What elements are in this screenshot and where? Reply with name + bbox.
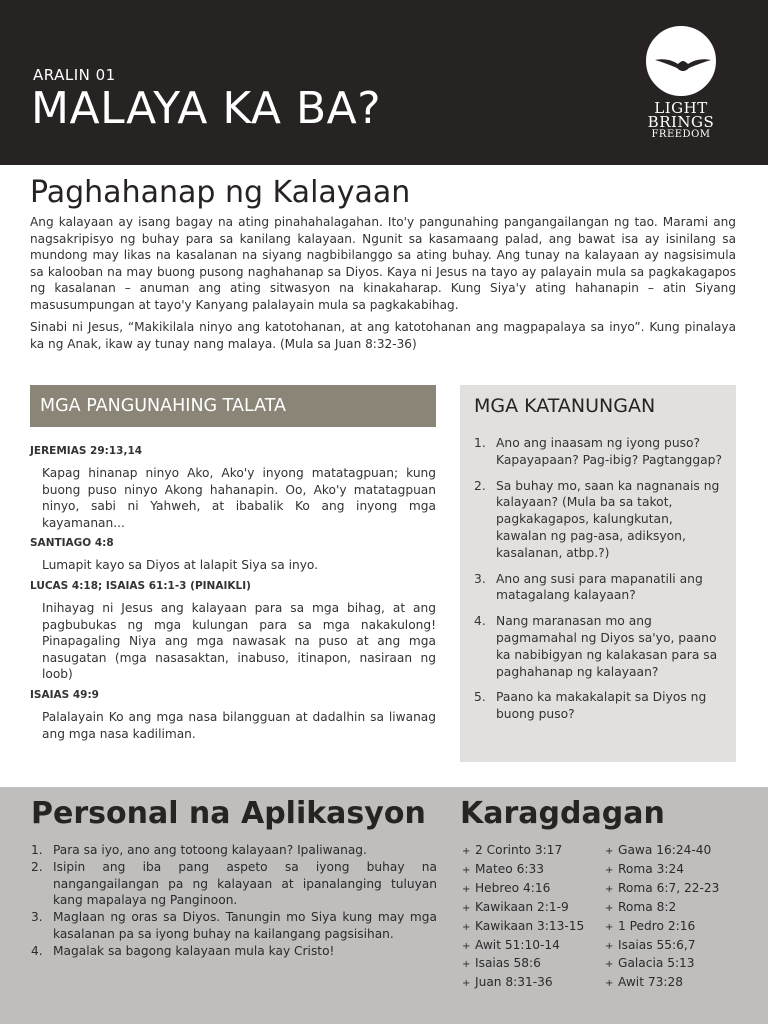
reference-text: Galacia 5:13 (618, 956, 695, 971)
verse-text: Inihayag ni Jesus ang kalayaan para sa mga bihag, at ang pagbubukas ng mga kulungan para sa mga nakakulong! Pinapagaling Niya ang mga nawasak na puso at ang mga nasugatan (mga nasasaktan, inabuso, itinapon, nasiraan ng loob) (42, 600, 436, 682)
questions-box (460, 385, 736, 762)
application-item (31, 842, 437, 859)
verse-reference: JEREMIAS 29:13,14 (30, 445, 143, 457)
logo-text (624, 101, 738, 139)
logo-line-freedom: FREEDOM (651, 128, 711, 140)
question-item (474, 689, 726, 723)
reference-text: Awit 73:28 (618, 975, 683, 990)
logo (646, 26, 716, 96)
application-item (31, 943, 437, 960)
plus-icon: + (462, 978, 471, 990)
question-text: Nang maranasan mo ang pagmamahal ng Diyos sa'yo, paano ka nabibigyan ng kalakasan para sa paghahanap ng kalayaan? (496, 614, 718, 679)
question-number: 1. (474, 436, 486, 450)
reference-text: Mateo 6:33 (475, 861, 544, 876)
application-item (31, 859, 437, 909)
question-item (474, 435, 726, 469)
question-text: Sa buhay mo, saan ka nagnanais ng kalayaan? (Mula ba sa takot, pagkakagapos, kalungkutan, kawalan ng pag-asa, adiksyon, kasalanan, atbp.?) (496, 478, 720, 560)
plus-icon: + (605, 940, 614, 952)
plus-icon: + (462, 846, 471, 857)
plus-icon: + (605, 864, 614, 876)
reference-item (462, 937, 584, 956)
eagle-icon (654, 56, 712, 72)
reference-item (605, 899, 719, 918)
reference-item (605, 880, 719, 899)
reference-item (462, 842, 584, 861)
verse-reference: LUCAS 4:18; ISAIAS 61:1-3 (PINAIKLI) (30, 579, 251, 592)
intro-text (30, 214, 736, 352)
reference-item (605, 974, 719, 993)
page-title: MALAYA KA BA? (31, 83, 382, 134)
logo-line-light: LIGHT (654, 99, 708, 117)
application-number: 4. (31, 943, 43, 958)
plus-icon: + (605, 883, 614, 895)
plus-icon: + (605, 902, 614, 914)
plus-icon: + (605, 978, 614, 990)
reference-text: 1 Pedro 2:16 (618, 918, 696, 933)
verse-text: Kapag hinanap ninyo Ako, Ako'y inyong matatagpuan; kung buong puso ninyo Akong hahanapin. Oo, Ako'y matatagpuan ninyo, sabi ni Yahweh, at ibabalik Ko ang inyong mga kayamanan... (42, 466, 436, 530)
question-text: Ano ang susi para mapanatili ang matagalang kalayaan? (496, 571, 703, 603)
application-item (31, 909, 437, 943)
reference-text: Isaias 55:6,7 (618, 937, 696, 952)
verse-text: Palalayain Ko ang mga nasa bilangguan at dadalhin sa liwanag ang mga nasa kadiliman. (42, 709, 436, 741)
additional-list-right (605, 842, 719, 993)
plus-icon: + (462, 940, 471, 952)
intro-title: Paghahanap ng Kalayaan (30, 175, 411, 210)
logo-line-brings: BRINGS (647, 113, 715, 132)
question-text: Ano ang inaasam ng iyong puso? Kapayapaan? Pag-ibig? Pagtanggap? (496, 436, 722, 467)
reference-text: Isaias 58:6 (475, 956, 541, 971)
reference-item (462, 899, 584, 918)
reference-text: Roma 6:7, 22-23 (618, 880, 720, 895)
application-title: Personal na Aplikasyon (31, 796, 426, 831)
reference-text: Juan 8:31-36 (475, 975, 553, 990)
reference-text: Roma 3:24 (618, 861, 684, 876)
questions-list (474, 435, 726, 732)
lesson-label: ARALIN 01 (33, 66, 116, 84)
verses-heading: MGA PANGUNAHING TALATA (30, 385, 436, 427)
reference-item (605, 861, 719, 880)
additional-title: Karagdagan (460, 796, 665, 831)
question-number: 5. (474, 690, 486, 705)
reference-item (605, 842, 719, 861)
intro-paragraph: Sinabi ni Jesus, “Makikilala ninyo ang katotohanan, at ang katotohanan ang magpapalaya sa inyo”. Kung pinalaya ka ng Anak, ikaw ay tunay nang malaya. (Mula sa Juan 8:32-36) (30, 320, 736, 351)
reference-text: Awit 51:10-14 (475, 937, 560, 952)
question-item (474, 478, 726, 562)
application-number: 2. (31, 859, 43, 874)
reference-item (462, 880, 584, 899)
application-text: Maglaan ng oras sa Diyos. Tanungin mo Siya kung may mga kasalanan pa sa iyong buhay na kailangang pagsisihan. (53, 910, 437, 941)
reference-item (462, 974, 584, 993)
question-number: 3. (474, 571, 486, 586)
reference-item (605, 955, 719, 974)
reference-item (462, 861, 584, 880)
reference-item (462, 955, 584, 974)
reference-text: Hebreo 4:16 (475, 880, 551, 895)
reference-text: Roma 8:2 (618, 899, 677, 914)
application-text: Magalak sa bagong kalayaan mula kay Cristo! (53, 943, 335, 958)
reference-text: Gawa 16:24-40 (618, 843, 712, 857)
plus-icon: + (462, 959, 471, 971)
verse-reference: ISAIAS 49:9 (30, 688, 99, 701)
plus-icon: + (462, 921, 471, 933)
verse-reference: SANTIAGO 4:8 (30, 537, 114, 550)
application-list (31, 842, 437, 960)
question-item (474, 571, 726, 605)
reference-item (605, 937, 719, 956)
application-number: 1. (31, 843, 43, 857)
reference-text: Kawikaan 2:1-9 (475, 899, 569, 914)
intro-paragraph: Ang kalayaan ay isang bagay na ating pinahahalagahan. Ito'y pangunahing pangangailangan ng tao. Marami ang nagsakripisyo ng buhay para sa kanilang kalayaan. Ngunit sa kasamaang palad, ang bawat isa ay isinilang sa mundong may likas na kasalanan na siyang nagbibilanggo sa ating buhay. Ang tunay na kalayaan ay nagsisimula sa kalooban na may buong pusong naghahanap sa Diyos. Kaya ni Jesus na tayo ay palayain mula sa pagkakagapos ng kasalanan – anuman ang ating sitwasyon na kinakaharap. Kung Siya'y ating hahanapin – atin Siyang masusumpungan at tayo'y Kanyang palalayain mula sa pagkakabihag. (30, 215, 736, 312)
reference-text: 2 Corinto 3:17 (475, 843, 563, 857)
reference-item (605, 918, 719, 937)
header-banner (0, 0, 768, 165)
question-number: 4. (474, 614, 486, 629)
plus-icon: + (462, 864, 471, 876)
question-number: 2. (474, 478, 486, 493)
plus-icon: + (605, 959, 614, 971)
application-text: Isipin ang iba pang aspeto sa iyong buhay na nangangailangan pa ng kalayaan at ipanalanging tuluyan kang mapalaya ng Panginoon. (53, 859, 437, 908)
plus-icon: + (462, 883, 471, 895)
application-text: Para sa iyo, ano ang totoong kalayaan? Ipaliwanag. (53, 843, 367, 857)
question-item (474, 613, 726, 680)
plus-icon: + (462, 902, 471, 914)
verse-text: Lumapit kayo sa Diyos at lalapit Siya sa inyo. (42, 558, 319, 573)
questions-title: MGA KATANUNGAN (474, 395, 656, 417)
reference-item (462, 918, 584, 937)
verses-list (30, 445, 436, 742)
question-text: Paano ka makakalapit sa Diyos ng buong puso? (496, 690, 707, 722)
additional-list-left (462, 842, 584, 993)
plus-icon: + (605, 921, 614, 933)
application-number: 3. (31, 910, 43, 925)
plus-icon: + (605, 846, 614, 857)
reference-text: Kawikaan 3:13-15 (475, 918, 585, 933)
